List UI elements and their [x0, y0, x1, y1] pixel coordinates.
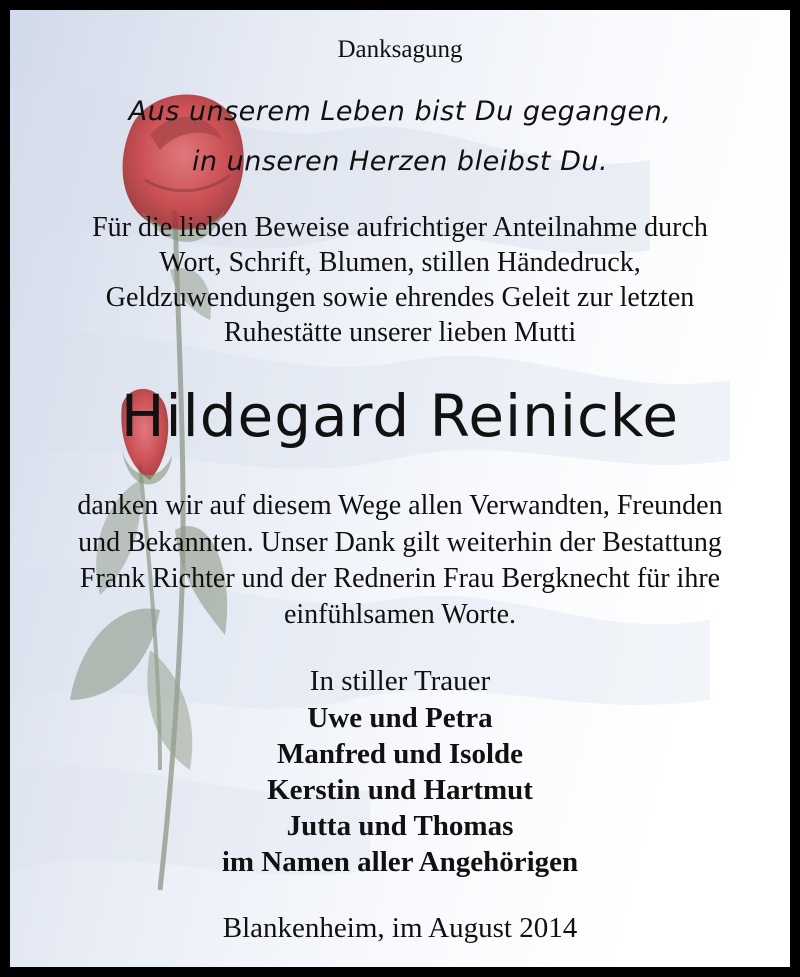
- heading: Danksagung: [337, 36, 463, 63]
- motto-line-1: Aus unserem Leben bist Du gegangen,: [128, 96, 672, 127]
- mourner-5: im Namen aller Angehörigen: [221, 846, 579, 878]
- deceased-name: Hildegard Reinicke: [120, 382, 680, 450]
- thanks-line-1: danken wir auf diesem Wege allen Verwandten, Freunden: [77, 490, 723, 521]
- intro-line-2: Wort, Schrift, Blumen, stillen Händedruck,: [159, 247, 641, 278]
- intro-line-1: Für die lieben Beweise aufrichtiger Anteilnahme durch: [92, 212, 708, 243]
- thanks-line-2: und Bekannten. Unser Dank gilt weiterhin der Bestattung: [78, 527, 722, 558]
- intro-line-3: Geldzuwendungen sowie ehrendes Geleit zur letzten: [105, 282, 695, 313]
- mourners-intro: In stiller Trauer: [309, 665, 491, 697]
- mourner-1: Uwe und Petra: [307, 702, 493, 734]
- mourner-3: Kerstin und Hartmut: [267, 774, 533, 806]
- mourner-2: Manfred und Isolde: [276, 738, 524, 770]
- mourner-4: Jutta und Thomas: [286, 810, 514, 842]
- notice-content: [10, 10, 790, 967]
- intro-line-4: Ruhestätte unserer lieben Mutti: [223, 317, 577, 348]
- thanks-line-4: einfühlsamen Worte.: [283, 599, 517, 630]
- motto-line-2: in unseren Herzen bleibst Du.: [191, 146, 609, 177]
- thanks-line-3: Frank Richter und der Rednerin Frau Bergknecht für ihre: [79, 563, 721, 594]
- place-date: Blankenheim, im August 2014: [222, 912, 578, 944]
